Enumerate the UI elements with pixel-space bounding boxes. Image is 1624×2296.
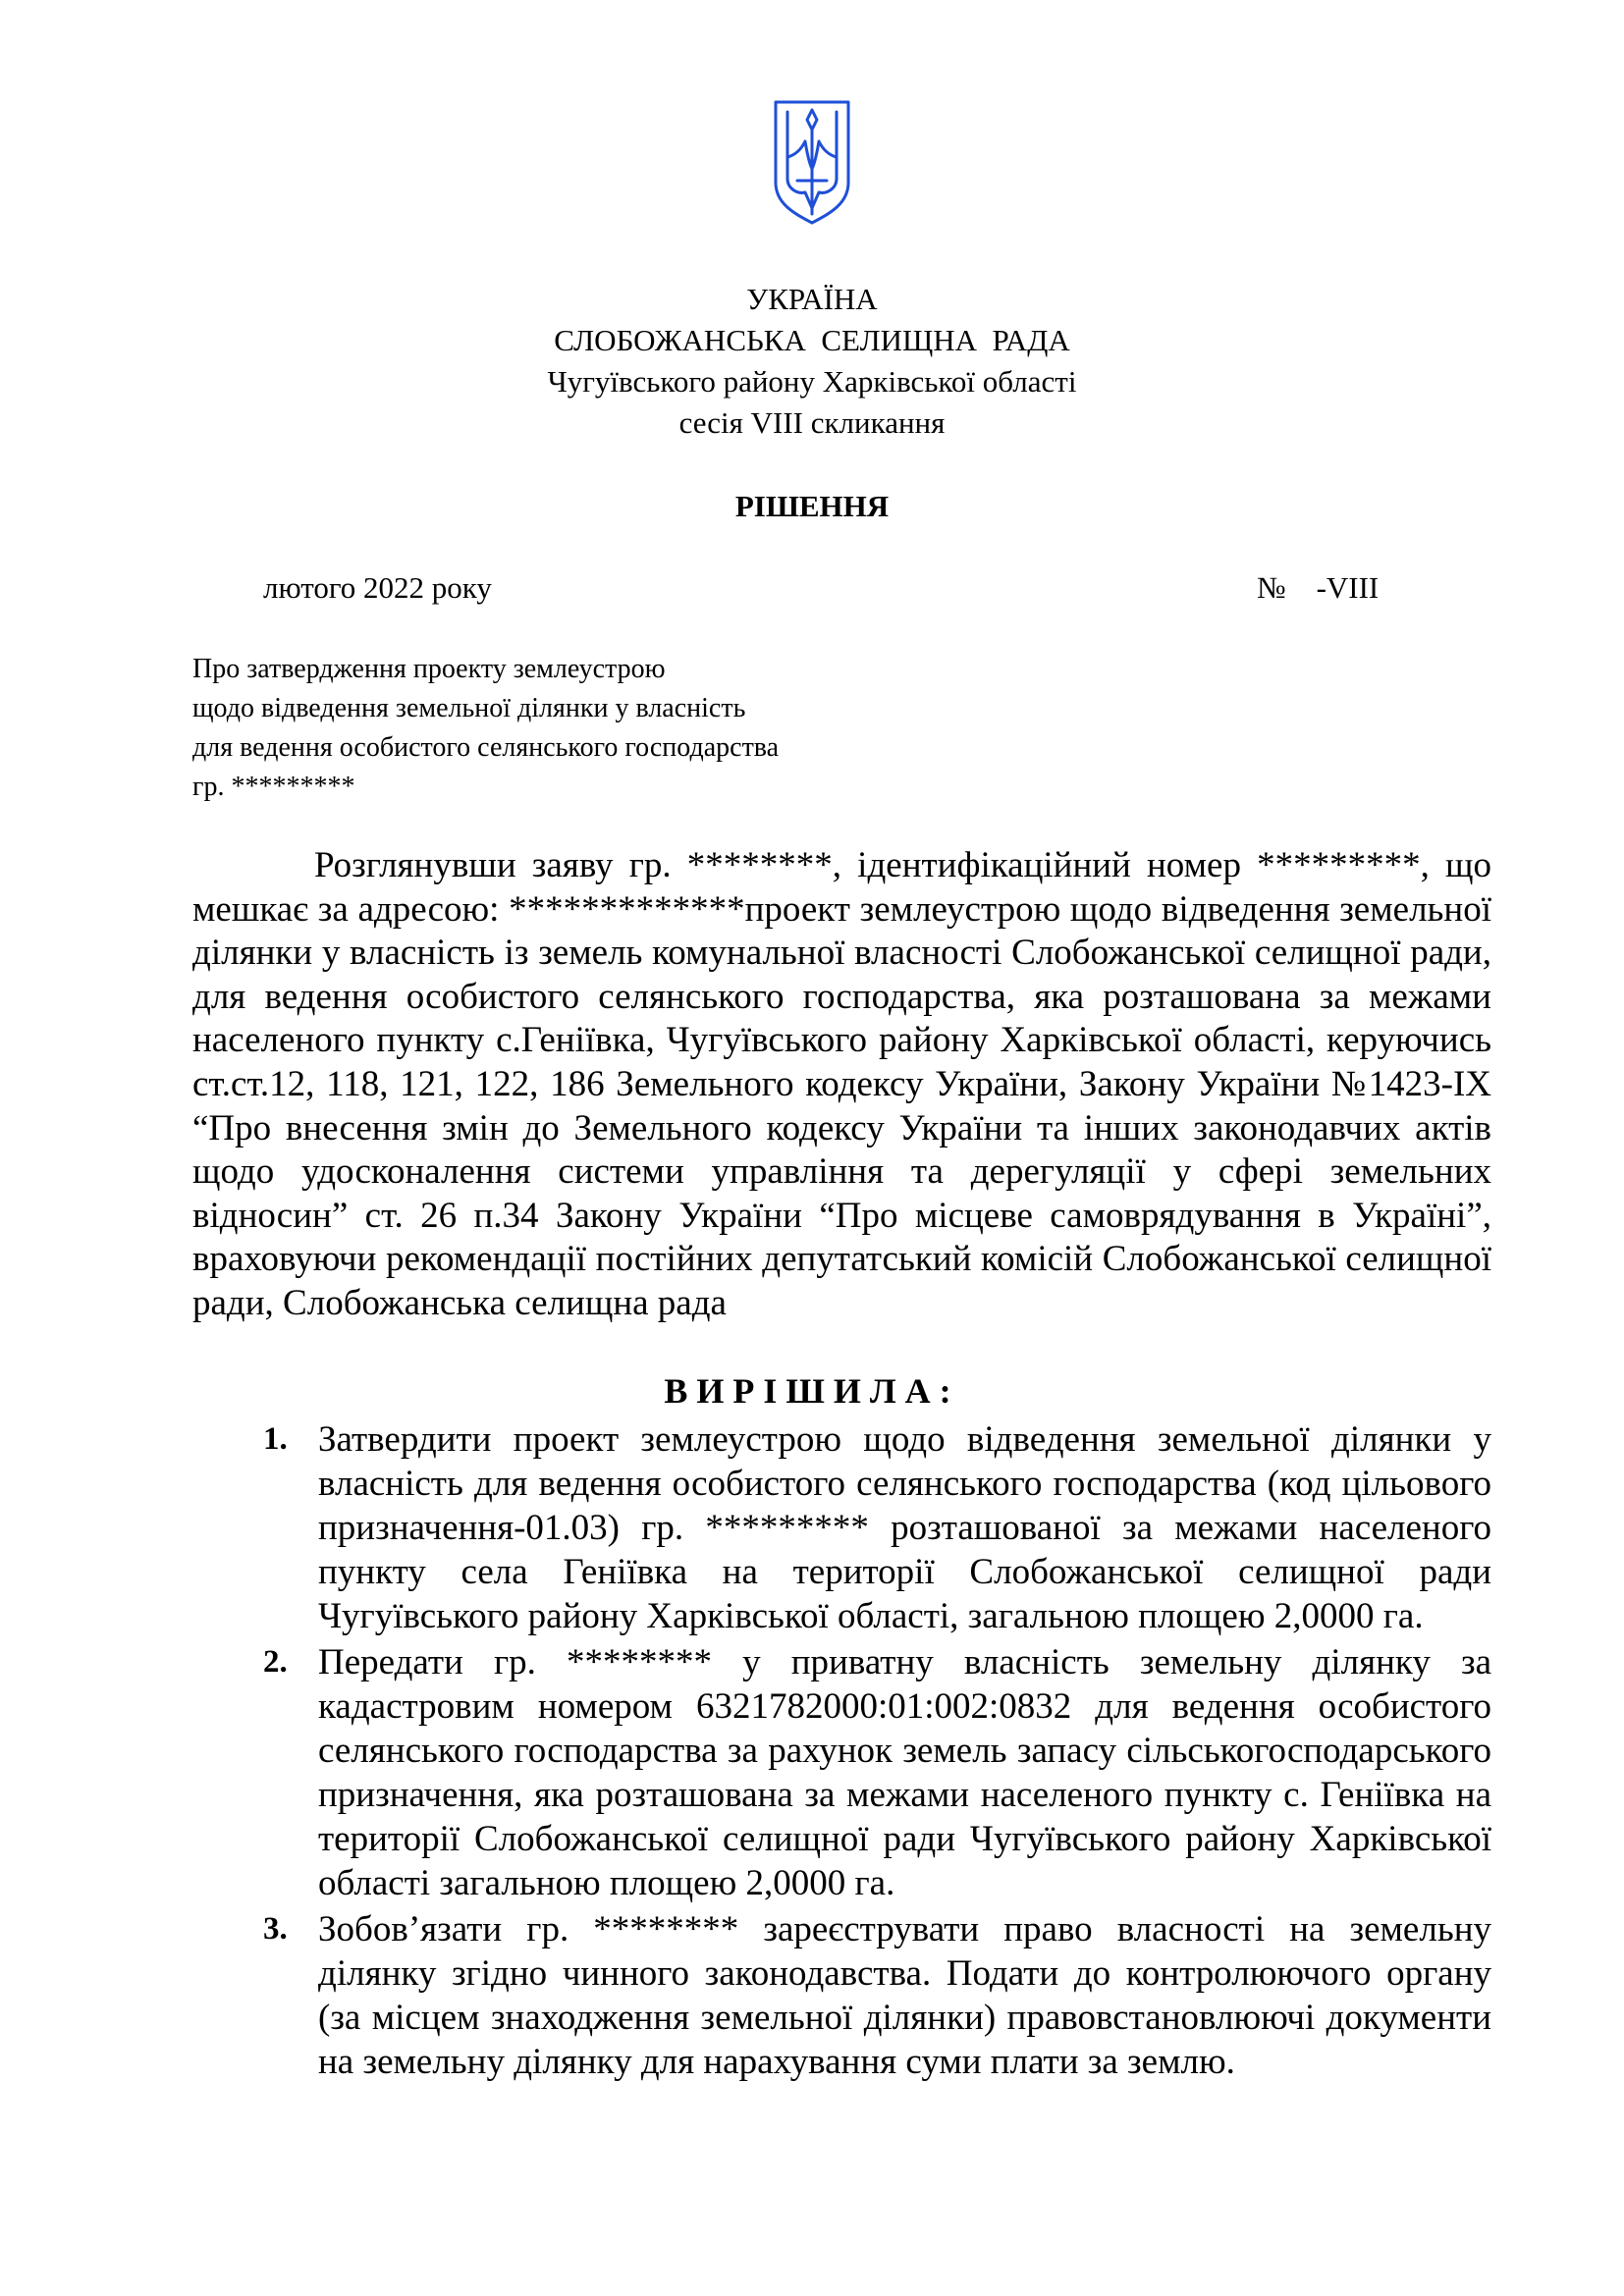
- item-number: 3.: [263, 1911, 288, 1947]
- session-heading: сесія VIII скликання: [678, 405, 946, 440]
- item-number: 2.: [263, 1644, 288, 1680]
- decision-number: № -VIII: [1257, 570, 1380, 605]
- resolution-item: [263, 1907, 1491, 2084]
- item-number: 1.: [263, 1421, 288, 1457]
- decision-title: РІШЕННЯ: [734, 489, 890, 523]
- decision-date: лютого 2022 року: [263, 570, 492, 605]
- district-heading: Чугуївського району Харківської області: [547, 364, 1077, 399]
- trident-coat-of-arms-icon: [772, 98, 852, 226]
- resolved-heading: ВИРІШИЛА:: [664, 1371, 960, 1411]
- resolution-items-list: [263, 1417, 1491, 2086]
- subject-line: для ведення особистого селянського господарства: [192, 732, 780, 763]
- preamble-text: Розглянувши заяву гр. ********, ідентифікаційний номер *********, що мешкає за адресою: *************проект землеустрою щодо відведення земельної ділянки у власність із земель комунальної власності Слобожанської селищної ради, для ведення особистого селянського господарства, яка розташована за межами населеного пункту с.Геніївка, Чугуївського району Харківської області, керуючись ст.ст.12, 118, 121, 122, 186 Земельного кодексу України, Закону України №1423-IX “Про внесення змін до Земельного кодексу України та інших законодавчих актів щодо удосконалення системи управління та дерегуляції у сфері земельних відносин” ст. 26 п.34 Закону України “Про місцеве самоврядування в Україні”, враховуючи рекомендації постійних депутатський комісій Слобожанської селищної ради, Слобожанська селищна рада: [192, 845, 1491, 1323]
- subject-line: гр. *********: [192, 772, 355, 802]
- subject-line: Про затвердження проекту землеустрою: [192, 654, 666, 684]
- item-text: Зобов’язати гр. ******** зареєструвати право власності на земельну ділянку згідно чинного законодавства. Подати до контролюючого органу (за місцем знаходження земельної ділянки) правовстановлюючі документи на земельну ділянку для нарахування суми плати за землю.: [318, 1909, 1491, 2082]
- decision-subject: [192, 650, 899, 807]
- item-text: Затвердити проект землеустрою щодо відведення земельної ділянки у власність для ведення особистого селянського господарства (код цільового призначення-01.03) гр. ********* розташованої за межами населеного пункту села Геніївка на території Слобожанської селищної ради Чугуївського району Харківської області, загальною площею 2,0000 га.: [318, 1419, 1491, 1636]
- resolution-item: [263, 1417, 1491, 1638]
- preamble-paragraph: [192, 844, 1491, 1326]
- item-text: Передати гр. ******** у приватну власність земельну ділянку за кадастровим номером 6321782000:01:002:0832 для ведення особистого селянського господарства за рахунок земель запасу сільськогосподарського призначення, яка розташована за межами населеного пункту с. Геніївка на території Слобожанської селищної ради Чугуївського району Харківської області загальною площею 2,0000 га.: [318, 1642, 1491, 1903]
- resolution-item: [263, 1640, 1491, 1905]
- subject-line: щодо відведення земельної ділянки у власність: [192, 693, 746, 723]
- country-heading: УКРАЇНА: [746, 282, 878, 316]
- council-heading: СЛОБОЖАНСЬКА СЕЛИЩНА РАДА: [554, 323, 1070, 357]
